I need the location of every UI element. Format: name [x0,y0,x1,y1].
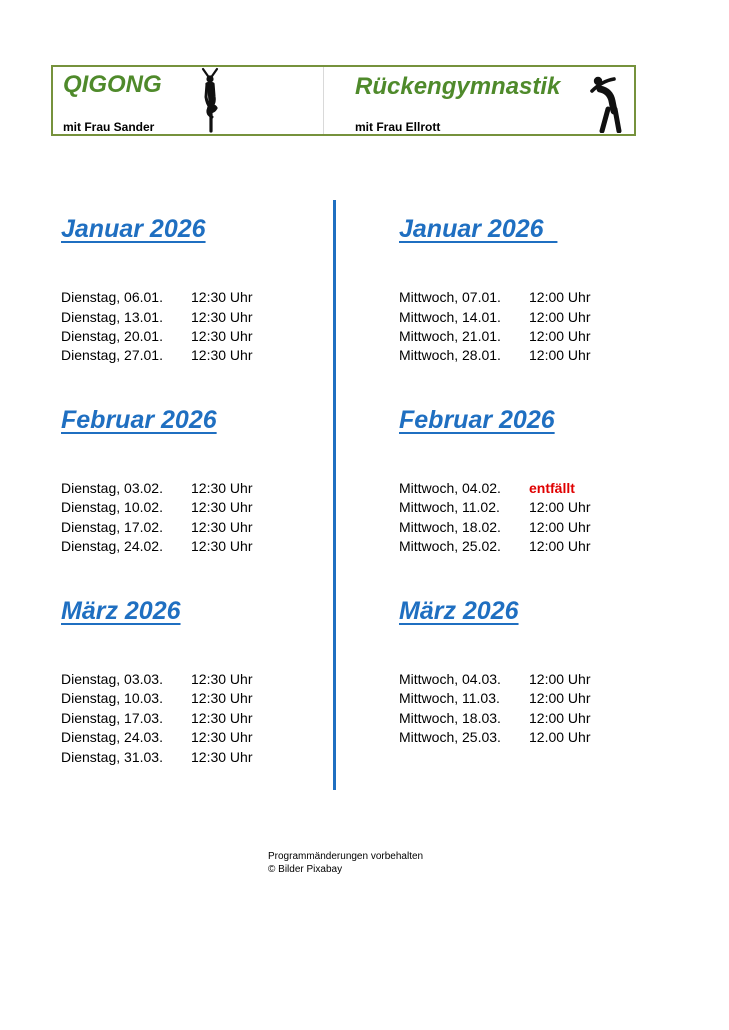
date-label: Mittwoch, 21.01. [399,328,501,344]
date-label: Mittwoch, 11.03. [399,690,500,706]
date-label: Mittwoch, 04.02. [399,480,501,496]
time-label: 12:30 Uhr [191,519,253,535]
time-label: 12:30 Uhr [191,499,253,515]
time-label: 12:00 Uhr [529,671,591,687]
rueckengymnastik-title: Rückengymnastik [355,73,561,100]
date-label: Mittwoch, 25.02. [399,538,501,554]
time-label: 12:30 Uhr [191,710,253,726]
time-label: 12:30 Uhr [191,289,253,305]
date-label: Dienstag, 20.01. [61,328,163,344]
month-heading: Januar 2026 [399,215,558,243]
time-label: 12:00 Uhr [529,538,591,554]
time-label: 12:30 Uhr [191,690,253,706]
date-label: Mittwoch, 18.03. [399,710,501,726]
time-label: 12:30 Uhr [191,309,253,325]
qigong-title: QIGONG [63,71,162,98]
time-label: 12:00 Uhr [529,289,591,305]
date-label: Mittwoch, 07.01. [399,289,501,305]
date-label: Dienstag, 17.02. [61,519,163,535]
qigong-instructor: mit Frau Sander [63,120,155,134]
date-label: Dienstag, 24.02. [61,538,163,554]
footer-note: Programmänderungen vorbehalten [268,851,424,862]
header-box [51,65,636,136]
rueckengymnastik-instructor: mit Frau Ellrott [355,120,441,134]
yoga-pose-icon [195,67,225,134]
month-heading: Februar 2026 [61,406,217,434]
time-label: 12:00 Uhr [529,499,591,515]
time-label: 12:30 Uhr [191,671,253,687]
date-label: Dienstag, 24.03. [61,729,163,745]
date-label: Mittwoch, 28.01. [399,347,501,363]
date-label: Dienstag, 27.01. [61,347,163,363]
time-label: 12:00 Uhr [529,690,591,706]
date-label: Dienstag, 31.03. [61,749,163,765]
date-label: Mittwoch, 18.02. [399,519,501,535]
date-label: Mittwoch, 25.03. [399,729,501,745]
date-label: Dienstag, 17.03. [61,710,163,726]
cancelled-label: entfällt [529,480,575,496]
date-label: Dienstag, 10.02. [61,499,163,515]
date-label: Dienstag, 03.03. [61,671,163,687]
time-label: 12:30 Uhr [191,749,253,765]
date-label: Dienstag, 10.03. [61,690,163,706]
date-label: Dienstag, 06.01. [61,289,163,305]
month-heading: März 2026 [61,597,181,625]
date-label: Mittwoch, 11.02. [399,499,500,515]
time-label: 12:00 Uhr [529,309,591,325]
column-divider [333,200,336,790]
month-heading: Januar 2026 [61,215,206,243]
month-heading: März 2026 [399,597,519,625]
date-label: Dienstag, 13.01. [61,309,163,325]
stretching-person-icon [588,73,624,133]
time-label: 12.00 Uhr [529,729,591,745]
month-heading: Februar 2026 [399,406,555,434]
time-label: 12:00 Uhr [529,710,591,726]
time-label: 12:30 Uhr [191,347,253,363]
date-label: Dienstag, 03.02. [61,480,163,496]
date-label: Mittwoch, 04.03. [399,671,501,687]
time-label: 12:00 Uhr [529,519,591,535]
time-label: 12:30 Uhr [191,729,253,745]
time-label: 12:00 Uhr [529,328,591,344]
time-label: 12:30 Uhr [191,328,253,344]
time-label: 12:30 Uhr [191,480,253,496]
time-label: 12:00 Uhr [529,347,591,363]
footer-credit: © Bilder Pixabay [268,864,343,875]
time-label: 12:30 Uhr [191,538,253,554]
header-divider [323,67,324,134]
date-label: Mittwoch, 14.01. [399,309,501,325]
